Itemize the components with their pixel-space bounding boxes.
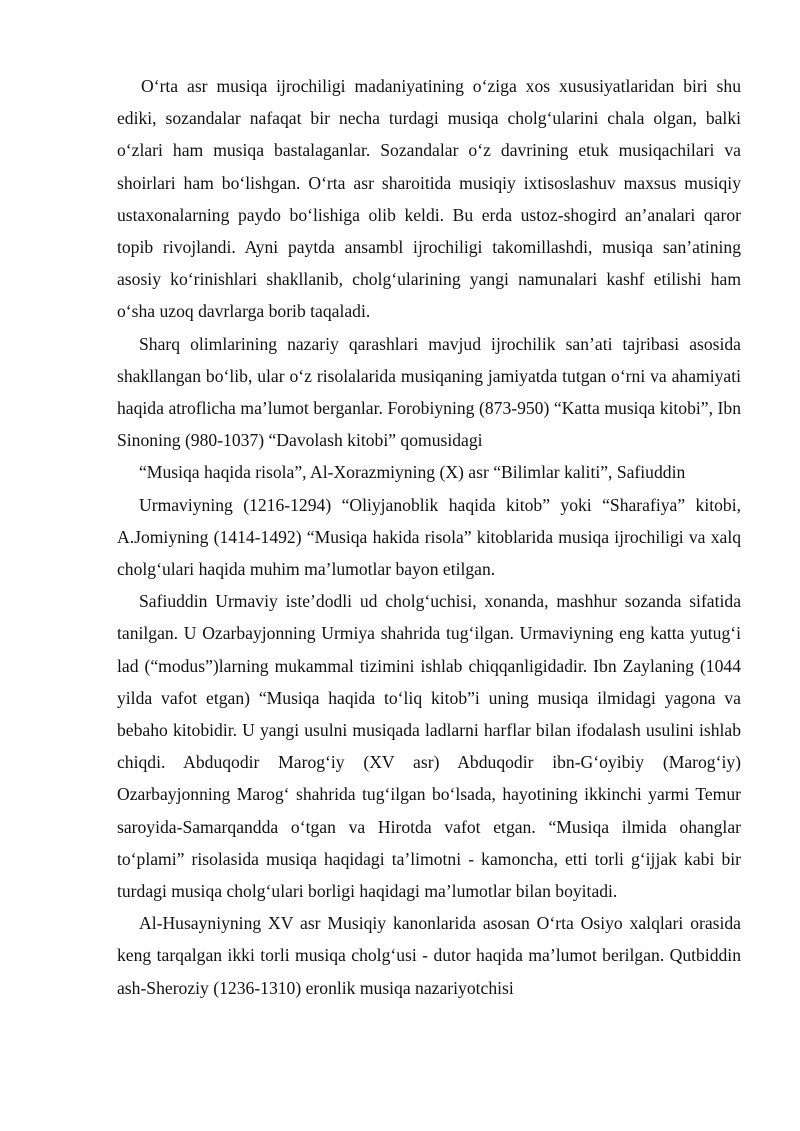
paragraph-4: Urmaviyning (1216-1294) “Oliyjanoblik haqida kitob” yoki “Sharafiya” kitobi, A.Jomiyning (1414-1492) “Musiqa hakida risola” kitoblarida musiqa ijrochiligi va xalq cholg‘ulari haqida muhim ma’lumotlar bayon etilgan. [117, 494, 741, 580]
paragraph-2: Sharq olimlarining nazariy qarashlari mavjud ijrochilik san’ati tajribasi asosida shakllangan bo‘lib, ular o‘z risolalarida musiqaning jamiyatda tutgan o‘rni va ahamiyati haqida atroflicha ma’lumot berganlar. Forobiyning (873-950) “Katta musiqa kitobi”, Ibn Sinoning (980-1037) “Davolash kitobi” qomusidagi [117, 333, 741, 451]
document-body [117, 70, 741, 1004]
paragraph-5: Safiuddin Urmaviy iste’dodli ud cholg‘uchisi, xonanda, mashhur sozanda sifatida tanilgan. U Ozarbayjonning Urmiya shahrida tug‘ilgan. Urmaviyning eng katta yutug‘i lad (“modus”)larning mukammal tizimini ishlab chiqqanligidadir. Ibn Zaylaning (1044 yilda vafot etgan) “Musiqa haqida to‘liq kitob”i uning musiqa ilmidagi yagona va bebaho kitobidir. U yangi usulni musiqada ladlarni harflar bilan ifodalash usulini ishlab chiqdi. Abduqodir Marog‘iy (XV asr) Abduqodir ibn-G‘oyibiy (Marog‘iy) Ozarbayjonning Marog‘ shahrida tug‘ilgan bo‘lsada, hayotining ikkinchi yarmi Temur saroyida-Samarqandda o‘tgan va Hirotda vafot etgan. “Musiqa ilmida ohanglar to‘plami” risolasida musiqa haqidagi ta’limotni - kamoncha, etti torli g‘ijjak kabi bir turdagi musiqa cholg‘ulari borligi haqidagi ma’lumotlar bilan boyitadi. [117, 591, 741, 902]
paragraph-6: Al-Husayniyning XV asr Musiqiy kanonlarida asosan O‘rta Osiyo xalqlari orasida keng tarqalgan ikki torli musiqa cholg‘usi - dutor haqida ma’lumot berilgan. Qutbiddin ash-Sheroziy (1236-1310) eronlik musiqa nazariyotchisi [117, 913, 741, 998]
paragraph-1: O‘rta asr musiqa ijrochiligi madaniyatining o‘ziga xos xususiyatlaridan biri shu ediki, sozandalar nafaqat bir necha turdagi musiqa cholg‘ularini chala olgan, balki o‘zlari ham musiqa bastalaganlar. Sozandalar o‘z davrining etuk musiqachilari va shoirlari ham bo‘lishgan. O‘rta asr sharoitida musiqiy ixtisoslashuv maxsus musiqiy ustaxonalarning paydo bo‘lishiga olib keldi. Bu erda ustoz-shogird an’analari qaror topib rivojlandi. Ayni paytda ansambl ijrochiligi takomillashdi, musiqa san’atining asosiy ko‘rinishlari shakllanib, cholg‘ularining yangi namunalari kashf etilishi ham o‘sha uzoq davrlarga borib taqaladi. [117, 76, 741, 322]
paragraph-3: “Musiqa haqida risola”, Al-Xorazmiyning (X) asr “Bilimlar kaliti”, Safiuddin [139, 462, 686, 483]
